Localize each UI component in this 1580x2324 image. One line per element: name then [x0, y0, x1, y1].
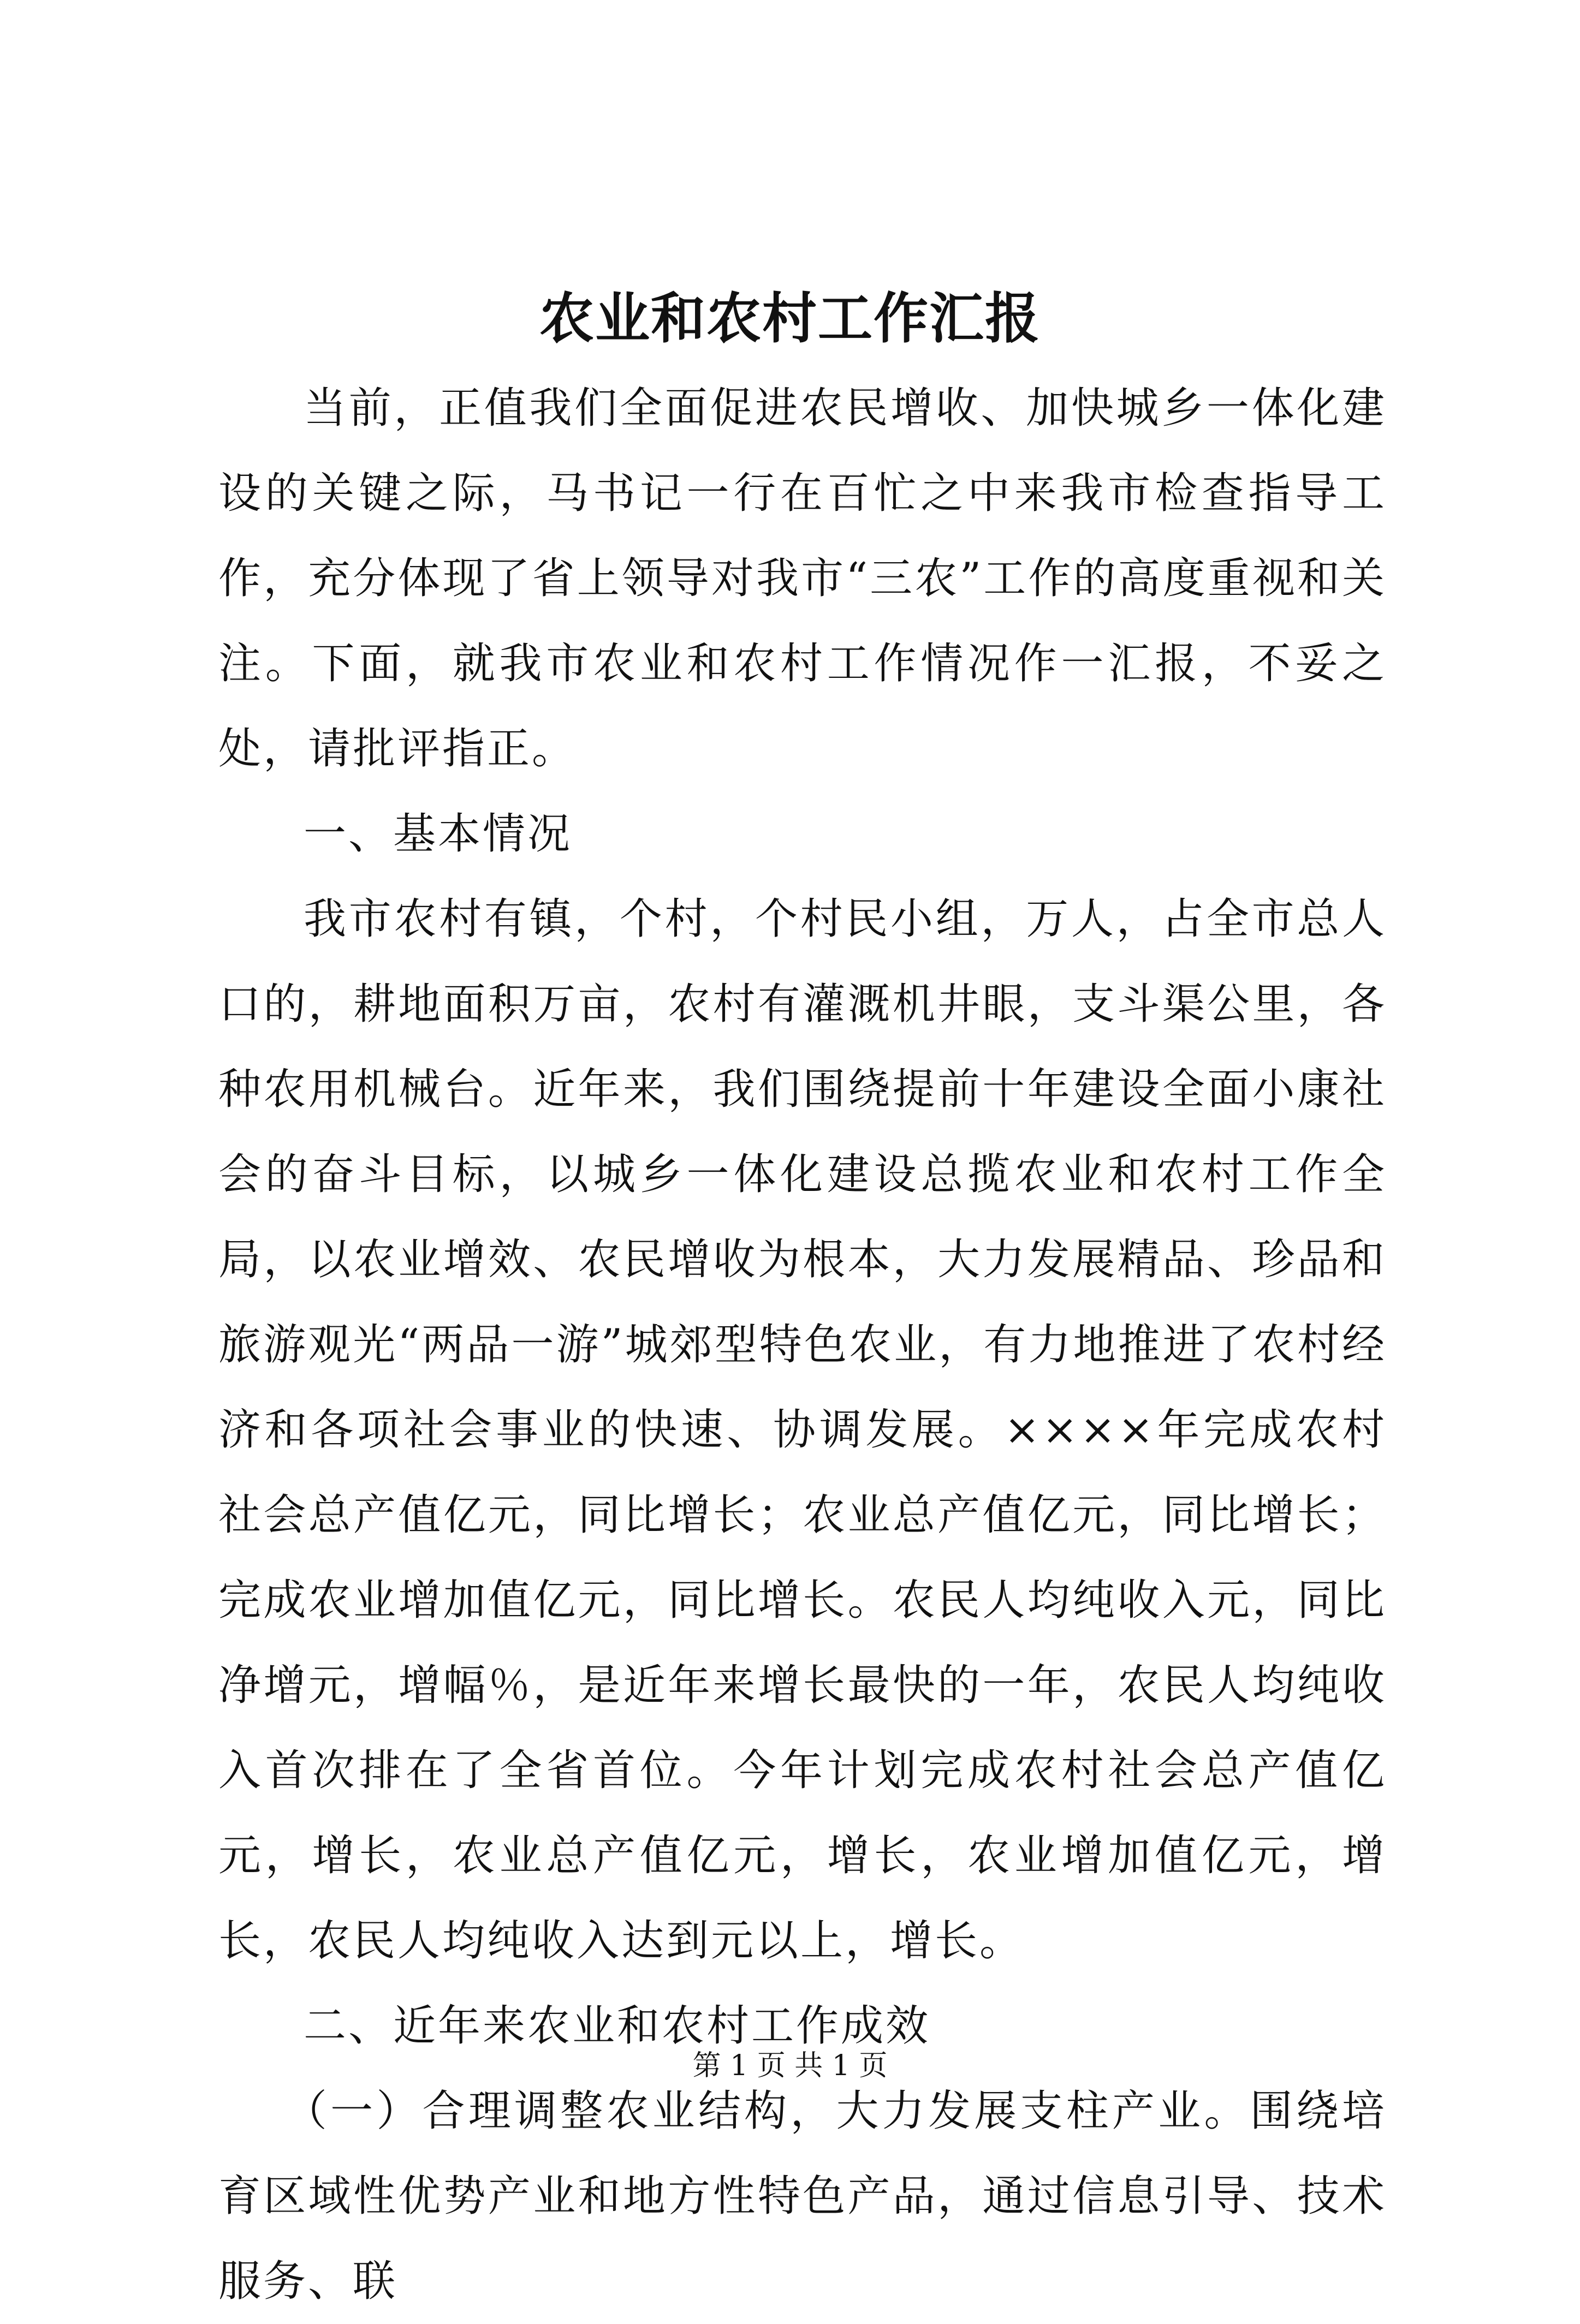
- paragraph-subsection-one: （一）合理调整农业结构，大力发展支柱产业。围绕培育区域性优势产业和地方性特色产品，通过信息引导、技术服务、联: [218, 2087, 1387, 2306]
- section-heading-achievements: 二、近年来农业和农村工作成效: [304, 2001, 931, 2051]
- section-heading-basic-situation: 一、基本情况: [304, 809, 573, 859]
- paragraph-basic-situation: 我市农村有镇，个村，个村民小组，万人，占全市总人口的，耕地面积万亩，农村有灌溉机井眼，支斗渠公里，各种农用机械台。近年来，我们围绕提前十年建设全面小康社会的奋斗目标，以城乡一体化建设总揽农业和农村工作全局，以农业增效、农民增收为根本，大力发展精品、珍品和旅游观光“两品一游”城郊型特色农业，有力地推进了农村经济和各项社会事业的快速、协调发展。××××年完成农村社会总产值亿元，同比增长；农业总产值亿元，同比增长；完成农业增加值亿元，同比增长。农民人均纯收入元，同比净增元，增幅％，是近年来增长最快的一年，农民人均纯收入首次排在了全省首位。今年计划完成农村社会总产值亿元，增长，农业总产值亿元，增长，农业增加值亿元，增长，农民人均纯收入达到元以上，增长。: [218, 895, 1387, 1965]
- page-footer: 第 1 页 共 1 页: [692, 2049, 888, 2082]
- paragraph-intro: 当前，正值我们全面促进农民增收、加快城乡一体化建设的关键之际，马书记一行在百忙之中来我市检查指导工作，充分体现了省上领导对我市“三农”工作的高度重视和关注。下面，就我市农业和农村工作情况作一汇报，不妥之处，请批评指正。: [218, 384, 1387, 773]
- document-title: 农业和农村工作汇报: [539, 286, 1041, 350]
- document-body: [218, 366, 1387, 2324]
